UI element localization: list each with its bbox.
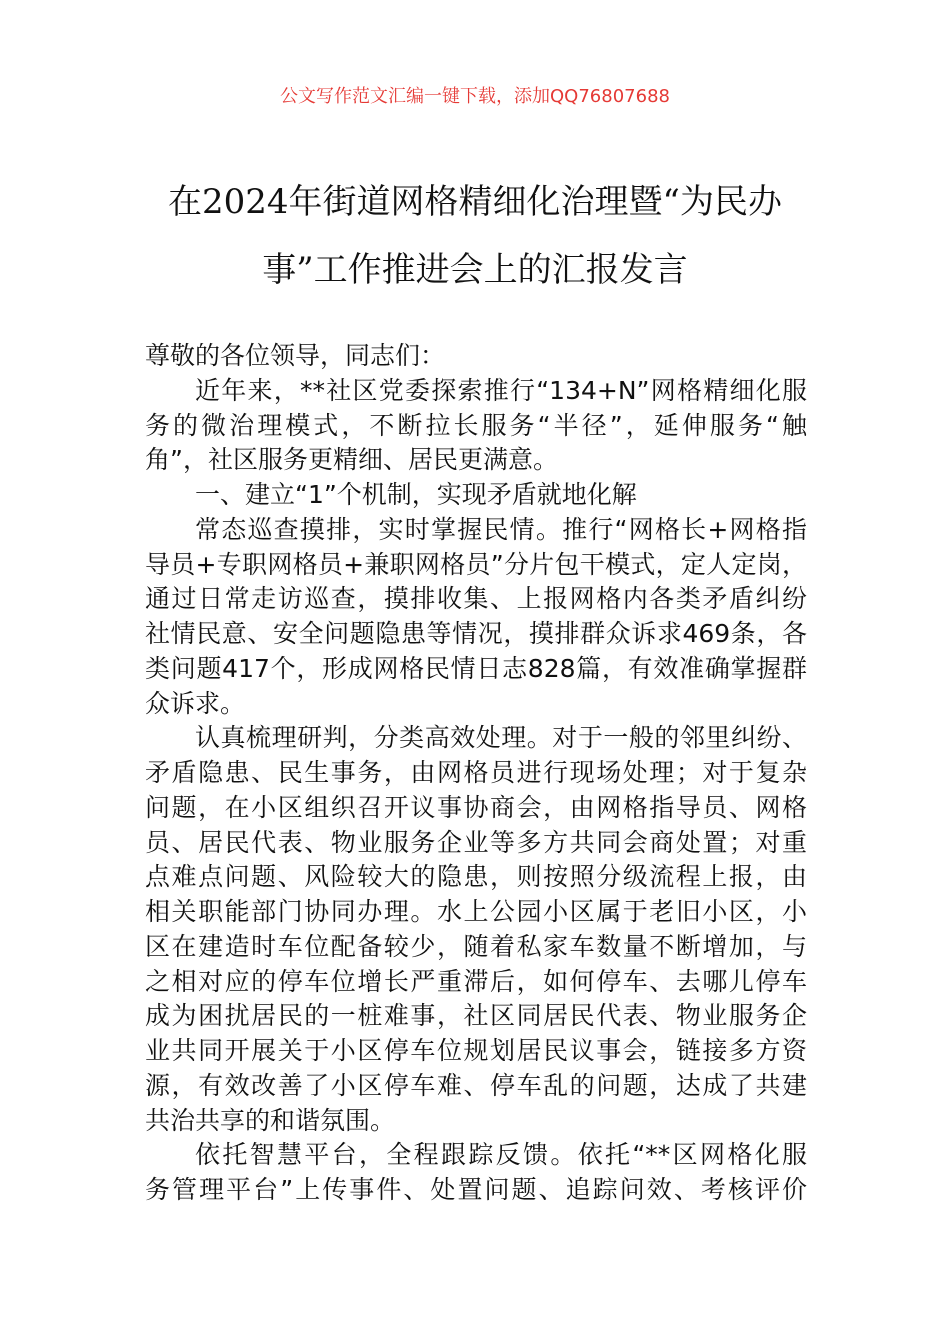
body-text-line: 众诉求。 <box>145 688 246 718</box>
body-text-line: 区在建造时车位配备较少，随着私家车数量不断增加，与 <box>145 931 807 961</box>
body-text-line: 员、居民代表、物业服务企业等多方共同会商处置；对重 <box>145 827 807 857</box>
body-text-line: 相关职能部门协同办理。水上公园小区属于老旧小区，小 <box>145 897 807 926</box>
body-text-line: 尊敬的各位领导，同志们： <box>145 341 446 370</box>
body-text-line: 认真梳理研判，分类高效处理。对于一般的邻里纠纷、 <box>195 723 807 753</box>
body-text-line: 常态巡查摸排，实时掌握民情。推行“网格长+网格指 <box>195 514 807 544</box>
body-text-line: 一、建立“1”个机制，实现矛盾就地化解 <box>195 480 637 509</box>
document-body <box>145 339 807 1208</box>
body-text-line: 社情民意、安全问题隐患等情况，摸排群众诉求469条，各 <box>145 619 807 648</box>
body-text-line: 业共同开展关于小区停车位规划居民议事会，链接多方资 <box>145 1036 807 1065</box>
body-text-line: 务的微治理模式，不断拉长服务“半径”，延伸服务“触 <box>145 410 807 440</box>
body-text-line: 源，有效改善了小区停车难、停车乱的问题，达成了共建 <box>145 1070 807 1100</box>
body-text-line: 问题，在小区组织召开议事协商会，由网格指导员、网格 <box>145 792 807 822</box>
body-text-line: 之相对应的停车位增长严重滞后，如何停车、去哪儿停车 <box>145 966 807 996</box>
body-text-line: 导员+专职网格员+兼职网格员”分片包干模式，定人定岗， <box>145 549 807 579</box>
body-text-line: 通过日常走访巡查，摸排收集、上报网格内各类矛盾纠纷 <box>145 584 807 614</box>
body-text-line: 角”，社区服务更精细、居民更满意。 <box>145 445 558 475</box>
document-title-line-1: 在2024年街道网格精细化治理暨“为民办 <box>168 182 782 222</box>
document-title-line-2: 事”工作推进会上的汇报发言 <box>262 250 688 290</box>
body-text-line: 共治共享的和谐氛围。 <box>145 1105 396 1135</box>
body-text-line: 点难点问题、风险较大的隐患，则按照分级流程上报，由 <box>145 862 807 892</box>
body-text-line: 务管理平台”上传事件、处置问题、追踪问效、考核评价 <box>145 1175 807 1204</box>
body-text-line: 矛盾隐患、民生事务，由网格员进行现场处理；对于复杂 <box>145 758 807 787</box>
body-text-line: 近年来，**社区党委探索推行“134+N”网格精细化服 <box>195 375 807 405</box>
body-text-line: 成为困扰居民的一桩难事，社区同居民代表、物业服务企 <box>145 1001 807 1031</box>
body-text-line: 类问题417个，形成网格民情日志828篇，有效准确掌握群 <box>145 653 807 683</box>
body-text-line: 依托智慧平台，全程跟踪反馈。依托“**区网格化服 <box>195 1140 807 1170</box>
watermark-header: 公文写作范文汇编一键下载，添加QQ76807688 <box>280 86 670 107</box>
